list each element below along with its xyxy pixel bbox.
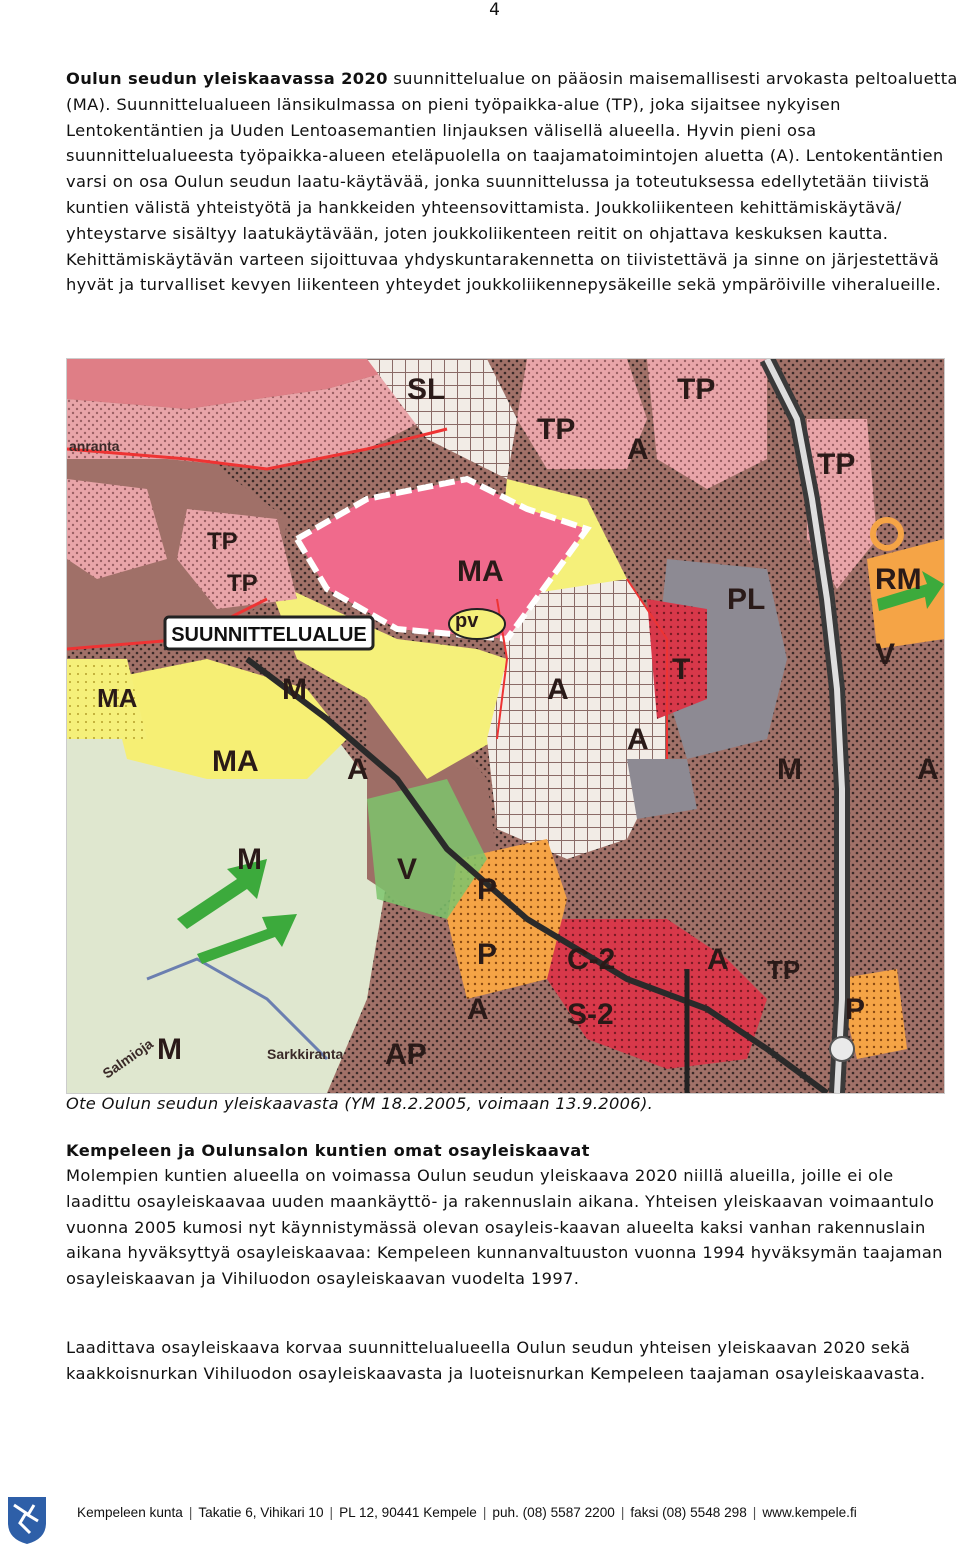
footer-address: Takatie 6, Vihikari 10 bbox=[198, 1505, 324, 1520]
section-paragraph-2: Laadittava osayleiskaava korvaa suunnittelualueella Oulun seudun yhteisen yleiskaavan 2020 sekä kaakkoisnurkan Vihiluodon osayleiskaavasta ja luoteisnurkan Kempeleen taajaman osayleiskaavasta. bbox=[66, 1338, 926, 1383]
map-label: pv bbox=[455, 610, 479, 632]
place-name: Salmioja bbox=[99, 1035, 156, 1082]
footer-org: Kempeleen kunta bbox=[77, 1505, 183, 1520]
footer-fax: faksi (08) 5548 298 bbox=[630, 1505, 747, 1520]
map-label: A bbox=[547, 673, 569, 706]
map-label: RM bbox=[875, 563, 922, 596]
map-caption: Ote Oulun seudun yleiskaavasta (YM 18.2.2005, voimaan 13.9.2006). bbox=[66, 1094, 654, 1113]
map-label: M bbox=[237, 843, 262, 876]
map-label: V bbox=[397, 853, 418, 886]
footer-web-link[interactable]: www.kempele.fi bbox=[762, 1505, 857, 1520]
intro-bold-lead: Oulun seudun yleiskaavassa 2020 bbox=[66, 69, 388, 88]
intro-text: suunnittelualue on pääosin maisemallisesti arvokasta peltoaluetta (MA). Suunnittelualueen länsikulmassa on pieni työpaikka-alue (TP), joka sijaitsee nykyisen Lentokentäntien ja Uuden Lentoasemantien linjauksen välisellä alueella. Hyvin pieni osa suunnittelualueesta työpaikka-alueen eteläpuolella on taajamatoimintojen aluetta (A). Lentokentäntien varsi on osa Oulun seudun laatu-käytävää, jonka suunnittelussa ja toteutuksessa edellytetään tiivistä kuntien välistä yhteistyötä ja hankkeiden yhteensovittamista. Joukkoliikenteen kehittämiskäytävä/ yhteystarve sisältyy laatukäytävään, joten joukkoliikenteen reitit on ohjattava keskuksen kautta. Kehittämiskäytävän varteen sijoittuvaa yhdyskuntarakennetta on tiivistettävä ja sinne on järjestettävä hyvät ja turvalliset kevyen liikenteen yhteydet joukkoliikennepysäkeille sekä ympäröiville viheralueille. bbox=[66, 69, 958, 295]
map-label: M bbox=[777, 753, 802, 786]
map-label: TP bbox=[817, 448, 856, 481]
map-label: MA bbox=[212, 745, 259, 778]
footer-phone: puh. (08) 5587 2200 bbox=[492, 1505, 615, 1520]
map-label: A bbox=[627, 433, 649, 466]
place-name: Sarkkiranta bbox=[267, 1046, 344, 1062]
intro-paragraph bbox=[66, 66, 958, 298]
map-label: TP bbox=[207, 528, 238, 555]
map-label: A bbox=[707, 943, 729, 976]
map-label: MA bbox=[97, 683, 138, 713]
land-use-map bbox=[66, 358, 945, 1094]
map-label: A bbox=[347, 753, 369, 786]
footer-pobox: PL 12, 90441 Kempele bbox=[339, 1505, 477, 1520]
map-label: TP bbox=[537, 413, 576, 446]
map-label: V bbox=[875, 638, 896, 671]
page-number: 4 bbox=[489, 0, 500, 20]
map-label: P bbox=[477, 938, 498, 971]
section-heading: Kempeleen ja Oulunsalon kuntien omat osayleiskaavat bbox=[66, 1141, 590, 1160]
map-label: M bbox=[282, 673, 307, 706]
page-footer: Kempeleen kunta | Takatie 6, Vihikari 10 | PL 12, 90441 Kempele | puh. (08) 5587 2200 | faksi (08) 5548 298 | www.kempele.fi bbox=[77, 1505, 857, 1520]
map-label: TP bbox=[767, 955, 801, 985]
map-label: C-2 bbox=[567, 943, 616, 976]
section-paragraph-1: Molempien kuntien alueella on voimassa Oulun seudun yleiskaava 2020 niillä alueilla, joille ei ole laadittu osayleiskaavaa uuden maankäyttö- ja rakennuslain aikana. Yhteisen yleiskaavan voimaantulo vuonna 2005 kumosi nyt käynnistymässä olevan osayleis-kaavan alueelta kaksi vanhan rakennuslain aikana hyväksyttyä osayleiskaavaa: Kempeleen kunnanvaltuuston vuonna 1994 hyväksymän taajaman osayleiskaavan ja Vihiluodon osayleiskaavan vuodelta 1997. bbox=[66, 1166, 943, 1289]
map-label: MA bbox=[457, 555, 504, 588]
map-label: S-2 bbox=[567, 998, 614, 1031]
map-label: A bbox=[627, 723, 649, 756]
map-label: P bbox=[477, 873, 498, 906]
map-label: P bbox=[845, 993, 866, 1026]
map-label: PL bbox=[727, 583, 766, 616]
municipal-coat-of-arms-icon bbox=[6, 1495, 48, 1545]
map-label: TP bbox=[677, 373, 716, 406]
place-name: anranta bbox=[69, 438, 120, 454]
map-label: AP bbox=[385, 1038, 427, 1071]
map-label: A bbox=[467, 993, 489, 1026]
map-label: TP bbox=[227, 570, 258, 597]
map-label: SL bbox=[407, 373, 446, 406]
map-label: M bbox=[157, 1033, 182, 1066]
map-callout: SUUNNITTELUALUE bbox=[171, 624, 367, 646]
map-label: T bbox=[672, 653, 691, 686]
map-label: A bbox=[917, 753, 939, 786]
